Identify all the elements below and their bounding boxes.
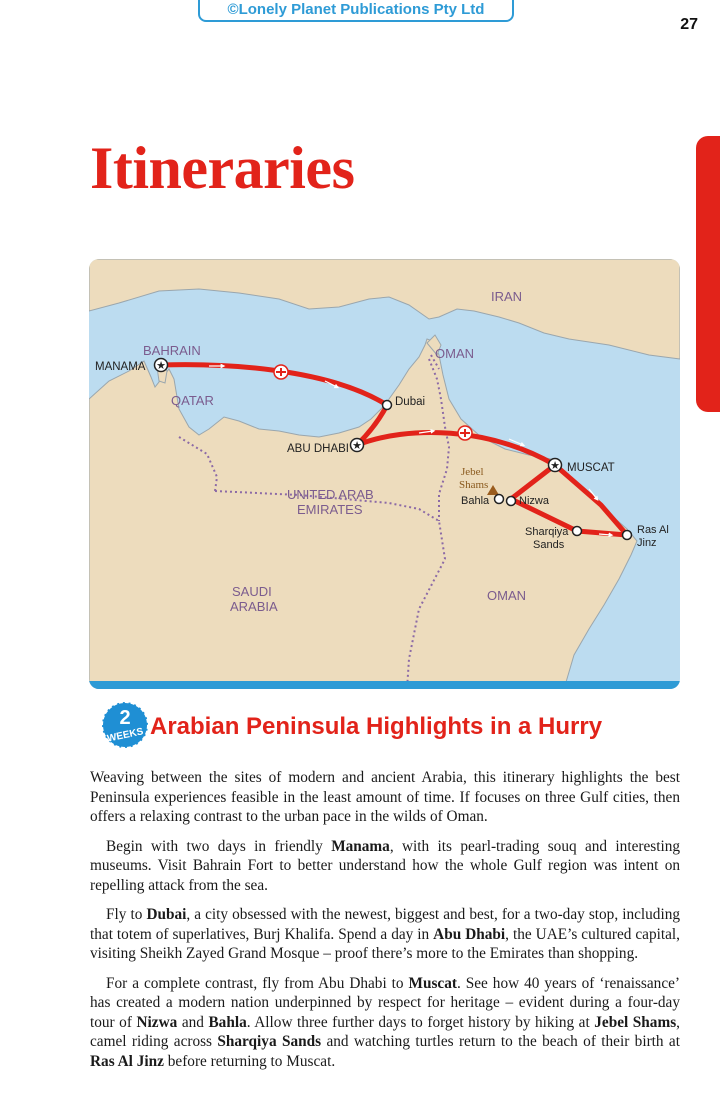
place-name: Muscat bbox=[408, 974, 457, 992]
itinerary-map bbox=[89, 259, 680, 689]
town-dot-nizwa bbox=[507, 497, 516, 506]
label-abu-dhabi: ABU DHABI bbox=[287, 443, 349, 455]
label-shams: Shams bbox=[459, 479, 489, 491]
label-bahla: Bahla bbox=[461, 495, 490, 507]
itinerary-body bbox=[90, 768, 680, 1081]
body-paragraph bbox=[90, 974, 680, 1072]
label-jinz: Jinz bbox=[637, 537, 657, 549]
label-ras-al: Ras Al bbox=[637, 524, 669, 536]
paragraph-text: . See how 40 years of ‘renaissance’ has created a modern nation underpinned by respect for heritage – evident during a four-day tour of bbox=[90, 974, 680, 1031]
town-dot-bahla bbox=[495, 495, 504, 504]
place-name: Sharqiya Sands bbox=[217, 1033, 322, 1050]
town-dot-dubai bbox=[383, 401, 392, 410]
label-saudi-1: SAUDI bbox=[232, 584, 272, 599]
page-number: 27 bbox=[680, 16, 698, 33]
paragraph-text: , camel riding across bbox=[90, 1013, 680, 1050]
publisher-banner: ©Lonely Planet Publications Pty Ltd bbox=[198, 0, 514, 22]
paragraph-text: Begin with two days in friendly bbox=[106, 837, 332, 855]
town-dot-rasaljinz bbox=[623, 531, 632, 540]
place-name: Jebel Shams bbox=[594, 1013, 677, 1031]
body-paragraph bbox=[90, 768, 680, 827]
label-bahrain: BAHRAIN bbox=[143, 343, 201, 358]
duration-unit: WEEKS bbox=[106, 726, 145, 745]
map-bottom-strip bbox=[89, 681, 680, 689]
label-saudi-2: ARABIA bbox=[230, 599, 278, 614]
svg-text:★: ★ bbox=[550, 459, 560, 472]
label-nizwa: Nizwa bbox=[519, 495, 549, 507]
itinerary-heading bbox=[100, 700, 700, 760]
label-uae-2: EMIRATES bbox=[297, 502, 363, 517]
paragraph-text: Fly to bbox=[106, 906, 147, 923]
svg-text:★: ★ bbox=[156, 359, 166, 372]
label-manama: MANAMA bbox=[95, 361, 146, 373]
itinerary-title: Arabian Peninsula Highlights in a Hurry bbox=[150, 713, 603, 740]
paragraph-text: and bbox=[177, 1013, 209, 1031]
svg-text:★: ★ bbox=[352, 439, 362, 452]
label-sands: Sands bbox=[533, 539, 565, 551]
label-uae-1: UNITED ARAB bbox=[287, 487, 374, 502]
page-title: Itineraries bbox=[90, 135, 355, 201]
paragraph-text: before returning to Muscat. bbox=[163, 1052, 336, 1070]
place-name: Manama bbox=[331, 837, 390, 855]
place-name: Ras Al Jinz bbox=[90, 1052, 164, 1070]
label-oman-north: OMAN bbox=[435, 346, 474, 361]
paragraph-text: Weaving between the sites of modern and ancient Arabia, this itinerary highlights the best Peninsula experiences feasible in the least amount of time. If focuses on three Gulf cities, then offers a relaxing contrast to the urban pace in the wilds of Oman. bbox=[90, 769, 680, 825]
label-iran: IRAN bbox=[491, 289, 523, 304]
body-paragraph bbox=[90, 905, 680, 964]
town-dot-sharqiya bbox=[573, 527, 582, 536]
paragraph-text: . Allow three further days to forget history by hiking at bbox=[246, 1013, 595, 1031]
paragraph-text: , with its pearl-trading souq and interesting museums. Visit Bahrain Fort to better understand how the whole Gulf region was intent on repelling attack from the sea. bbox=[90, 837, 680, 894]
label-muscat: MUSCAT bbox=[567, 462, 615, 474]
label-jebel: Jebel bbox=[461, 466, 484, 478]
label-dubai: Dubai bbox=[395, 396, 426, 408]
duration-number: 2 bbox=[119, 707, 131, 729]
duration-badge bbox=[100, 700, 150, 750]
place-name: Bahla bbox=[208, 1013, 247, 1031]
label-oman-south: OMAN bbox=[487, 588, 526, 603]
label-sharqiya: Sharqiya bbox=[525, 526, 569, 538]
label-qatar: QATAR bbox=[171, 393, 214, 408]
place-name: Dubai bbox=[146, 906, 187, 923]
place-name: Abu Dhabi bbox=[433, 925, 506, 943]
chapter-thumb-tab bbox=[696, 136, 720, 412]
paragraph-text: , a city obsessed with the newest, biggest and best, for a two-day stop, including that totem of superlatives, Burj Khalifa. Spend a day in bbox=[90, 906, 680, 943]
paragraph-text: and watching turtles return to the beach of their birth at bbox=[321, 1033, 680, 1050]
place-name: Nizwa bbox=[136, 1013, 178, 1031]
paragraph-text: , the UAE’s cultured capital, visiting Sheikh Zayed Grand Mosque – proof there’s more to the Emirates than shopping. bbox=[90, 925, 680, 962]
paragraph-text: For a complete contrast, fly from Abu Dhabi to bbox=[106, 974, 409, 992]
body-paragraph bbox=[90, 837, 680, 896]
